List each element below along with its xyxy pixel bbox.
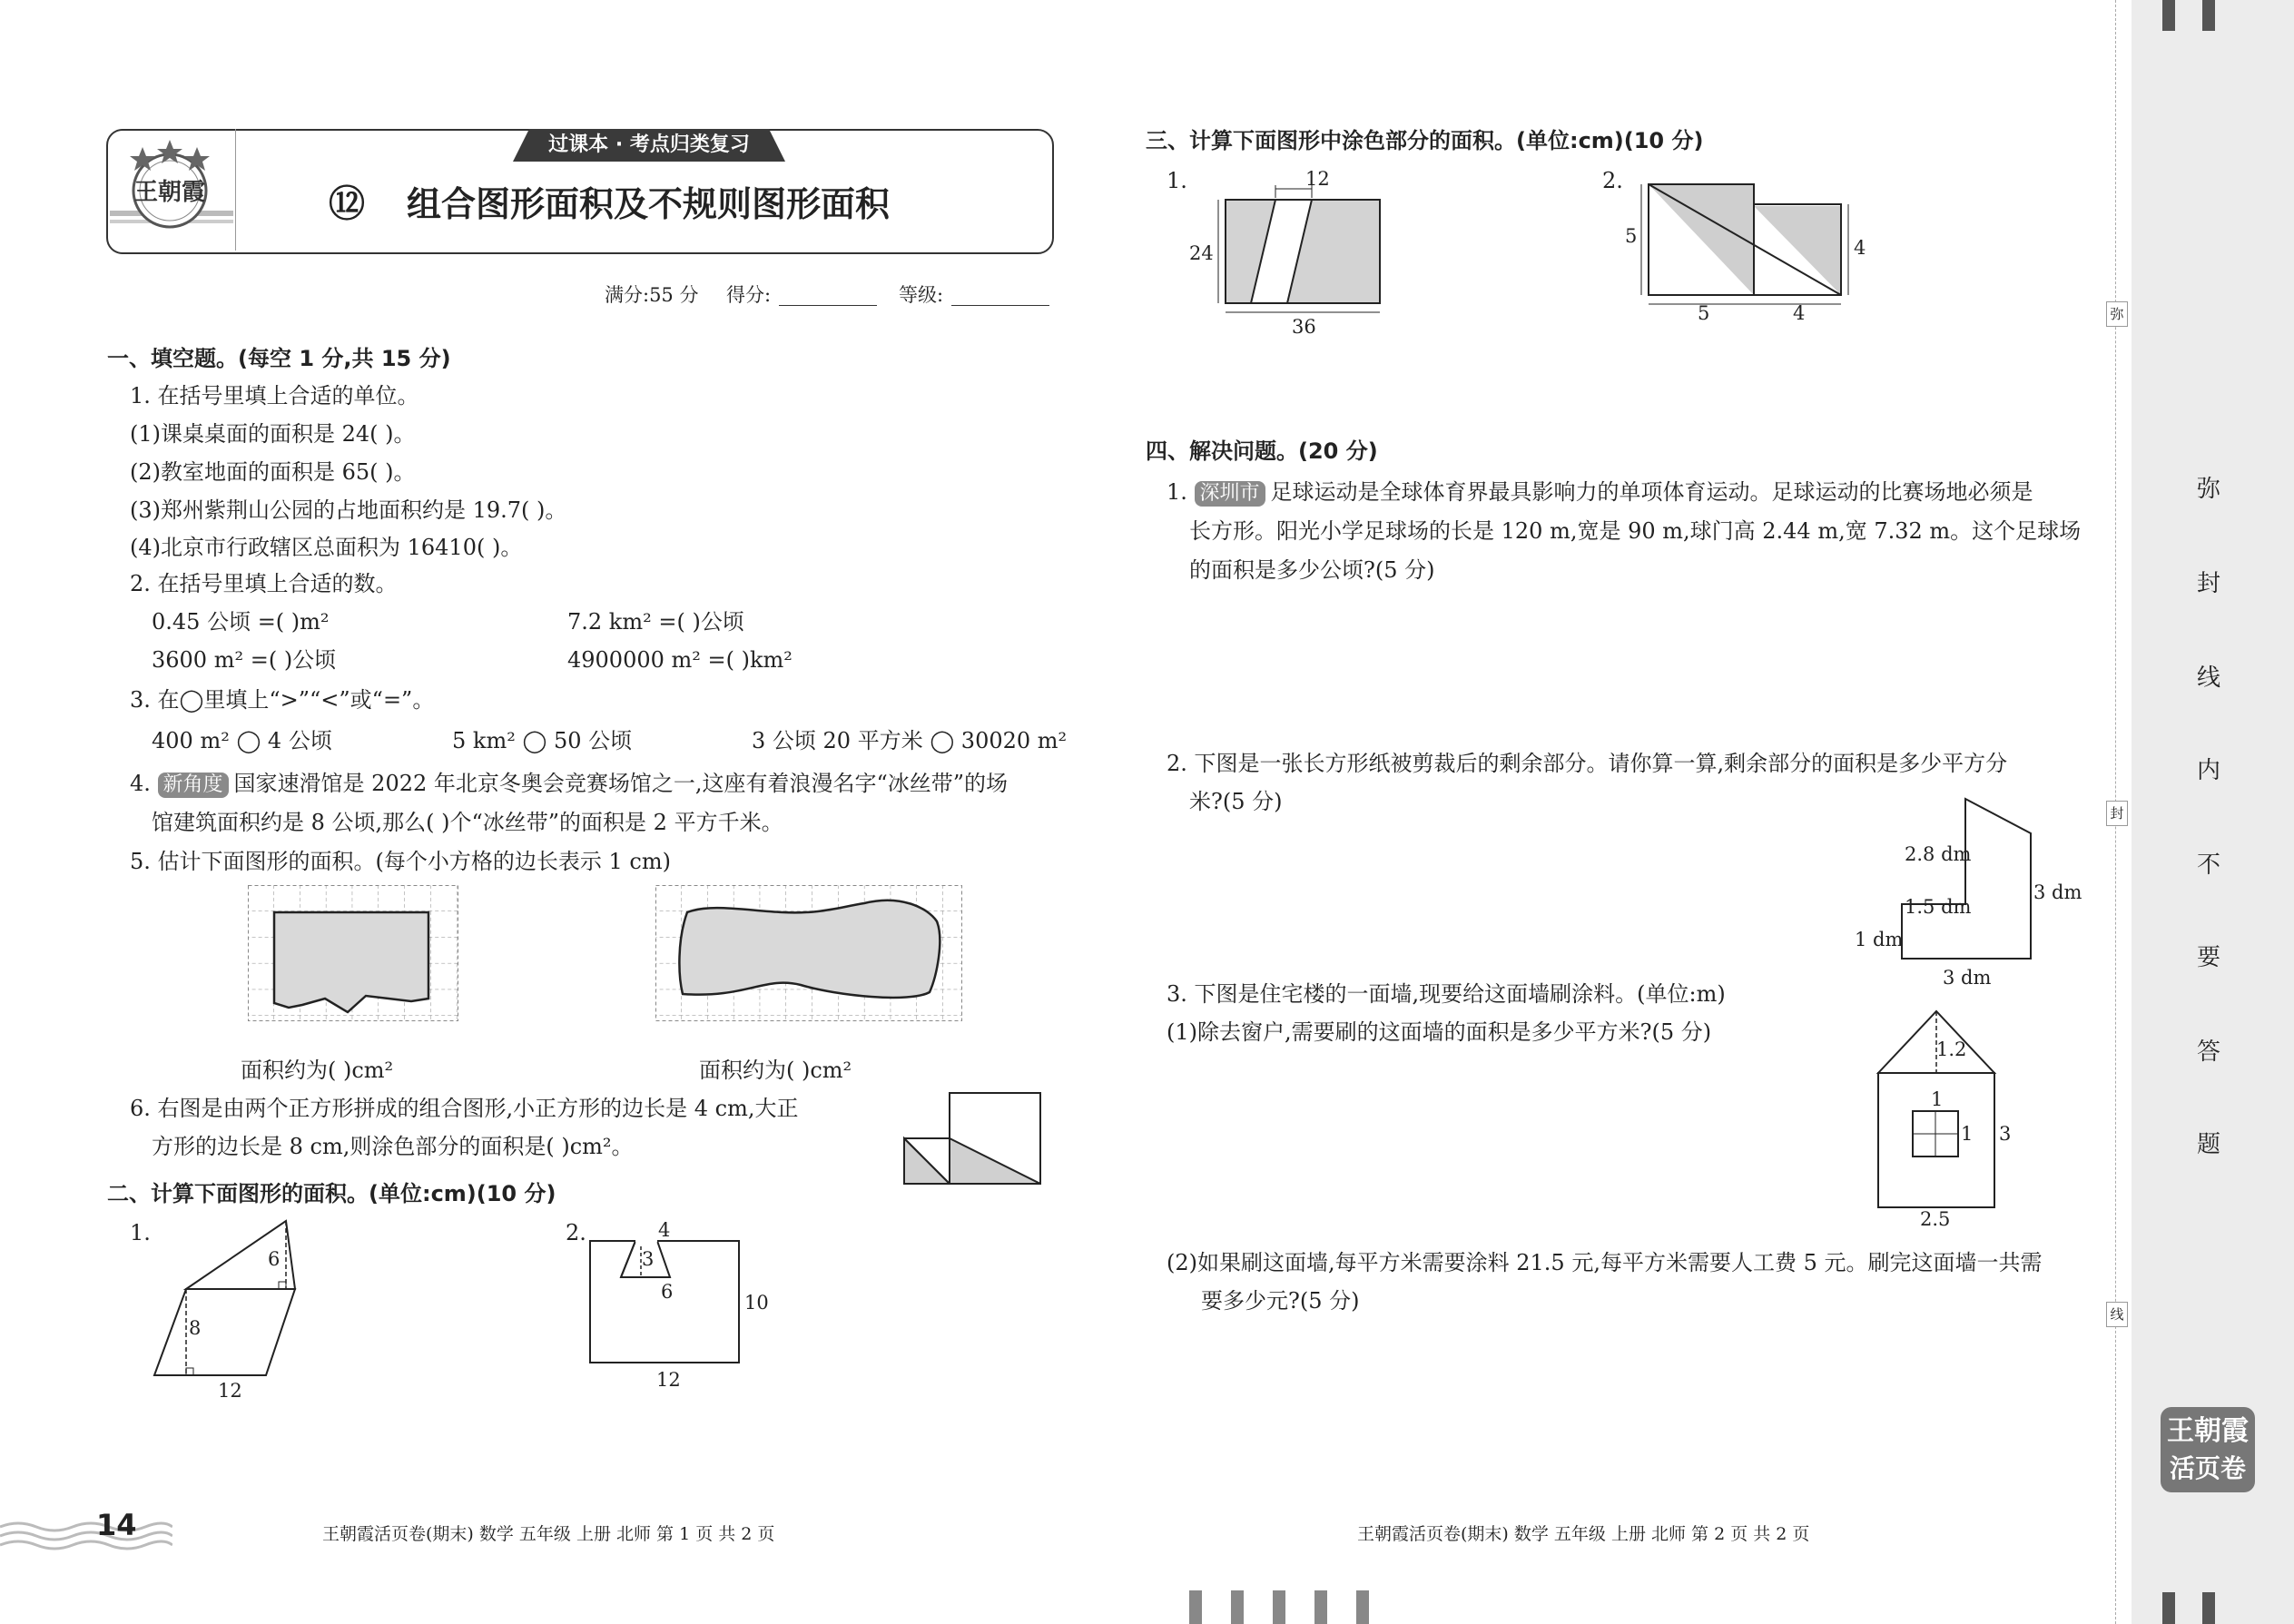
- s2-f2-label-10: 10: [744, 1292, 769, 1314]
- q6b-text: 方形的边长是 8 cm,则涂色部分的面积是( )cm²。: [152, 1134, 634, 1159]
- bottom-right-marks: [2162, 1592, 2226, 1624]
- s2-f1-label-8: 8: [189, 1317, 202, 1339]
- new-angle-badge: 新角度: [158, 773, 229, 798]
- s3-f2-label-4b: 4: [1793, 302, 1806, 324]
- grade-blank[interactable]: [951, 305, 1049, 306]
- s3-fig2-num: 2.: [1602, 168, 1623, 193]
- page-number: 14: [96, 1508, 137, 1542]
- s4-q1b-text: 长方形。阳光小学足球场的长是 120 m,宽是 90 m,球门高 2.44 m,宽 7.32 m。这个足球场: [1189, 518, 2082, 544]
- banner-text: 过课本 · 考点归类复习: [548, 133, 750, 156]
- s3-f1-label-24: 24: [1189, 242, 1214, 264]
- q2-text: 2. 在括号里填上合适的数。: [130, 571, 398, 596]
- q1-text: 1. 在括号里填上合适的单位。: [130, 383, 419, 408]
- q3c-text: 3 公顷 20 平方米 ◯ 30020 m²: [752, 728, 1068, 753]
- s4-q2b-text: 米?(5 分): [1189, 789, 1283, 814]
- score-blank[interactable]: [779, 305, 877, 306]
- chapter-number: ⑫: [329, 182, 365, 225]
- s4-q2-figure: [1893, 797, 2038, 960]
- seal-mark-3: 线: [2106, 1302, 2128, 1327]
- s3-f1-label-36: 36: [1292, 316, 1316, 338]
- s4-q1-line1: 1. 深圳市 足球运动是全球体育界最具影响力的单项体育运动。足球运动的比赛场地必须是: [1167, 479, 2033, 505]
- s2-f2-label-4: 4: [658, 1219, 671, 1241]
- s3-f1-label-12: 12: [1305, 168, 1330, 190]
- s2-fig1-num: 1.: [130, 1220, 151, 1245]
- s3-f2-label-5b: 5: [1698, 302, 1710, 324]
- seal-mark-1: 弥: [2106, 301, 2128, 327]
- q6-figure: [899, 1089, 1044, 1187]
- s3-figure-2: [1634, 177, 1870, 313]
- page-title: 组合图形面积及不规则图形面积: [407, 184, 891, 224]
- s4-q2-label-3b: 3 dm: [1943, 967, 1992, 989]
- s4-q2-label-15: 1.5 dm: [1905, 896, 1972, 918]
- s2-figure-1: [150, 1216, 331, 1398]
- s4-q3-label-1b: 1: [1961, 1123, 1974, 1145]
- s2-f2-label-3: 3: [642, 1248, 655, 1270]
- s4-q1c-text: 的面积是多少公顷?(5 分): [1189, 557, 1435, 583]
- s4-q3-label-3: 3: [1999, 1123, 2012, 1145]
- s4-q3-text: 3. 下图是住宅楼的一面墙,现要给这面墙刷涂料。(单位:m): [1167, 981, 1726, 1007]
- side-char-2: 封: [2197, 570, 2221, 597]
- s4-q2-label-28: 2.8 dm: [1905, 843, 1972, 865]
- s3-f2-label-5a: 5: [1625, 225, 1638, 247]
- s3-fig1-num: 1.: [1167, 168, 1187, 193]
- q3a-text: 400 m² ◯ 4 公顷: [152, 728, 332, 753]
- brand-line-2: 活页卷: [2169, 1453, 2246, 1483]
- q1d-text: (4)北京市行政辖区总面积为 16410( )。: [130, 535, 523, 560]
- q2d-text: 4900000 m² =( )km²: [567, 647, 793, 673]
- s2-fig2-num: 2.: [566, 1220, 586, 1245]
- s4-q2-label-3r: 3 dm: [2033, 881, 2082, 903]
- side-char-8: 题: [2197, 1131, 2221, 1158]
- section4-title: 四、解决问题。(20 分): [1146, 438, 1378, 464]
- s2-f2-label-12: 12: [656, 1369, 681, 1391]
- s4-q3b1-text: (2)如果刷这面墙,每平方米需要涂料 21.5 元,每平方米需要人工费 5 元。刷完这面墙一共需: [1167, 1250, 2043, 1275]
- q5-grid-figure-2: [655, 885, 962, 1021]
- q5-caption-2: 面积约为( )cm²: [699, 1058, 852, 1083]
- section2-title: 二、计算下面图形的面积。(单位:cm)(10 分): [107, 1181, 556, 1206]
- side-char-3: 线: [2197, 664, 2221, 692]
- q5-text: 5. 估计下面图形的面积。(每个小方格的边长表示 1 cm): [130, 849, 671, 874]
- top-marks: [2162, 0, 2226, 31]
- q3-text: 3. 在◯里填上“>”“<”或“=”。: [130, 687, 435, 713]
- footer-wave-decoration: [0, 1518, 172, 1554]
- s3-figure-1: [1207, 182, 1389, 318]
- q1c-text: (3)郑州紫荆山公园的占地面积约是 19.7( )。: [130, 497, 567, 523]
- footer-left: 王朝霞活页卷(期末) 数学 五年级 上册 北师 第 1 页 共 2 页: [322, 1524, 775, 1544]
- section1-title: 一、填空题。(每空 1 分,共 15 分): [107, 346, 451, 371]
- shenzhen-badge: 深圳市: [1195, 481, 1265, 507]
- q3b-text: 5 km² ◯ 50 公顷: [452, 728, 633, 753]
- q6a-text: 6. 右图是由两个正方形拼成的组合图形,小正方形的边长是 4 cm,大正: [130, 1096, 799, 1121]
- s2-f2-label-6: 6: [661, 1281, 674, 1303]
- bottom-marks: [1189, 1590, 1371, 1624]
- s4-q2a-text: 2. 下图是一张长方形纸被剪裁后的剩余部分。请你算一算,剩余部分的面积是多少平方分: [1167, 751, 2008, 776]
- s4-q1a-text: 足球运动是全球体育界最具影响力的单项体育运动。足球运动的比赛场地必须是: [1270, 479, 2033, 505]
- s3-f2-label-4a: 4: [1854, 237, 1866, 259]
- seal-line-sidebar: [2132, 0, 2294, 1624]
- brand-line-1: 王朝霞: [2167, 1415, 2249, 1447]
- s4-q3a-text: (1)除去窗户,需要刷的这面墙的面积是多少平方米?(5 分): [1167, 1019, 1712, 1045]
- q5-grid-figure-1: [248, 885, 458, 1021]
- section3-title: 三、计算下面图形中涂色部分的面积。(单位:cm)(10 分): [1146, 128, 1704, 153]
- full-score: 满分:55 分: [605, 284, 699, 306]
- q4-line1: 4. 新角度 国家速滑馆是 2022 年北京冬奥会竞赛场馆之一,这座有着浪漫名字“冰丝带”的场: [130, 771, 1009, 796]
- q1a-text: (1)课桌桌面的面积是 24( )。: [130, 421, 416, 447]
- s4-q3-label-25: 2.5: [1920, 1208, 1951, 1230]
- side-char-5: 不: [2197, 851, 2221, 879]
- side-char-4: 内: [2197, 757, 2221, 784]
- q2b-text: 7.2 km² =( )公顷: [567, 609, 744, 635]
- seal-mark-2: 封: [2106, 801, 2128, 826]
- s4-q3b2-text: 要多少元?(5 分): [1201, 1288, 1360, 1314]
- score-label: 得分:: [726, 284, 772, 306]
- q4a-text: 国家速滑馆是 2022 年北京冬奥会竞赛场馆之一,这座有着浪漫名字“冰丝带”的场: [233, 771, 1009, 796]
- s4-q2-label-1: 1 dm: [1855, 929, 1904, 950]
- side-char-1: 弥: [2197, 476, 2221, 503]
- q4b-text: 馆建筑面积约是 8 公顷,那么( )个“冰丝带”的面积是 2 平方千米。: [152, 810, 783, 835]
- logo-seal-icon: [106, 129, 235, 251]
- side-char-6: 要: [2197, 944, 2221, 971]
- q2a-text: 0.45 公顷 =( )m²: [152, 609, 330, 635]
- q2c-text: 3600 m² =( )公顷: [152, 647, 337, 673]
- s2-f1-label-12: 12: [218, 1380, 242, 1402]
- s2-f1-label-6: 6: [268, 1248, 281, 1270]
- logo-area: [106, 129, 236, 251]
- side-char-7: 答: [2197, 1038, 2221, 1066]
- logo-text: 王朝霞: [133, 179, 206, 206]
- s4-q3-label-12: 1.2: [1936, 1038, 1967, 1060]
- q5-caption-1: 面积约为( )cm²: [241, 1058, 394, 1083]
- grade-label: 等级:: [899, 284, 944, 306]
- s4-q3-label-1a: 1: [1931, 1088, 1944, 1110]
- q1b-text: (2)教室地面的面积是 65( )。: [130, 459, 416, 485]
- footer-right: 王朝霞活页卷(期末) 数学 五年级 上册 北师 第 2 页 共 2 页: [1357, 1524, 1810, 1544]
